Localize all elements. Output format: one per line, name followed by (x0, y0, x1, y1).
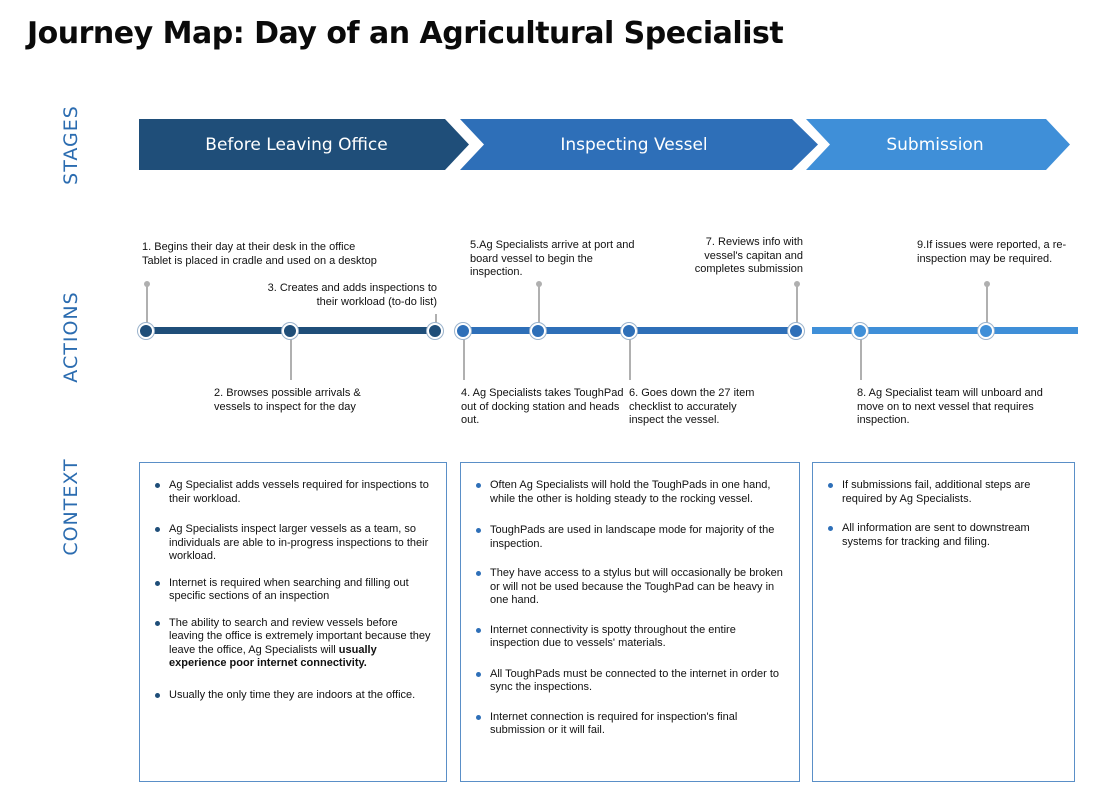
connector-5 (538, 284, 540, 324)
action-9: 9.If issues were reported, a re-inspection may be required. (917, 239, 1067, 265)
context-box-3 (812, 462, 1075, 782)
timeline-dot-7 (788, 323, 804, 339)
page-title: Journey Map: Day of an Agricultural Specialist (27, 16, 784, 51)
stage-3-label: Submission (886, 134, 984, 155)
context-1-item-4-text: The ability to search and review vessels before leaving the office is extremely important because they leave the office, Ag Specialists will (169, 616, 431, 656)
connector-6 (629, 338, 631, 380)
timeline-dot-6 (621, 323, 637, 339)
timeline-dot-2 (282, 323, 298, 339)
row-label-actions: ACTIONS (60, 291, 82, 383)
stage-2-label: Inspecting Vessel (560, 134, 708, 155)
connector-7 (796, 284, 798, 324)
row-label-stages: STAGES (60, 105, 82, 185)
connector-5-end (536, 281, 542, 287)
context-1-item-1: Ag Specialist adds vessels required for inspections to their workload. (155, 479, 432, 506)
connector-8 (860, 338, 862, 380)
context-2-item-6: Internet connection is required for inspection's final submission or it will fail. (476, 711, 785, 738)
context-2-item-2: ToughPads are used in landscape mode for majority of the inspection. (476, 524, 785, 551)
context-box-2 (460, 462, 800, 782)
action-3: 3. Creates and adds inspections to their workload (to-do list) (267, 282, 437, 308)
context-3-item-1: If submissions fail, additional steps are required by Ag Specialists. (828, 479, 1060, 506)
context-1-item-4-bold: usually experience poor internet connectivity. (169, 643, 377, 669)
connector-7-end (794, 281, 800, 287)
context-box-1 (139, 462, 447, 782)
stage-1 (139, 119, 454, 170)
context-1-item-3: Internet is required when searching and filling out specific sections of an inspection (155, 577, 432, 604)
context-2-item-1: Often Ag Specialists will hold the ToughPads in one hand, while the other is holding steady to the rocking vessel. (476, 479, 785, 506)
action-2: 2. Browses possible arrivals & vessels to inspect for the day (214, 387, 361, 413)
timeline-dot-4 (455, 323, 471, 339)
connector-9 (986, 284, 988, 324)
stage-2 (476, 119, 792, 170)
action-4: 4. Ag Specialists takes ToughPad out of docking station and heads out. (461, 387, 624, 426)
stage-3 (820, 119, 1050, 170)
timeline-dot-5 (530, 323, 546, 339)
connector-1 (146, 284, 148, 324)
stage-1-label: Before Leaving Office (205, 134, 388, 155)
timeline-dot-9 (978, 323, 994, 339)
context-2-item-5: All ToughPads must be connected to the internet in order to sync the inspections. (476, 668, 785, 695)
timeline-dot-8 (852, 323, 868, 339)
connector-9-end (984, 281, 990, 287)
action-8: 8. Ag Specialist team will unboard and move on to next vessel that requires inspection. (857, 387, 1043, 426)
connector-1-end (144, 281, 150, 287)
timeline-dot-3 (427, 323, 443, 339)
context-2-item-3: They have access to a stylus but will occasionally be broken or will not be used because the ToughPad can be heavy in one hand. (476, 567, 785, 608)
row-label-context: CONTEXT (60, 458, 82, 556)
context-1-item-2: Ag Specialists inspect larger vessels as a team, so individuals are able to in-progress inspections to their workload. (155, 523, 432, 564)
action-6: 6. Goes down the 27 item checklist to accurately inspect the vessel. (629, 387, 755, 426)
connector-4 (463, 338, 465, 380)
timeline-dot-1 (138, 323, 154, 339)
context-1-item-4 (155, 617, 432, 671)
connector-2 (290, 338, 292, 380)
context-1-item-5: Usually the only time they are indoors at the office. (155, 689, 432, 703)
action-7: 7. Reviews info with vessel's capitan and completes submission (694, 236, 803, 275)
action-5: 5.Ag Specialists arrive at port and board vessel to begin the inspection. (470, 239, 635, 278)
context-2-item-4: Internet connectivity is spotty throughout the entire inspection due to vessels' materials. (476, 624, 785, 651)
context-3-item-2: All information are sent to downstream systems for tracking and filing. (828, 522, 1060, 549)
action-1: 1. Begins their day at their desk in the office Tablet is placed in cradle and used on a desktop (142, 241, 377, 267)
